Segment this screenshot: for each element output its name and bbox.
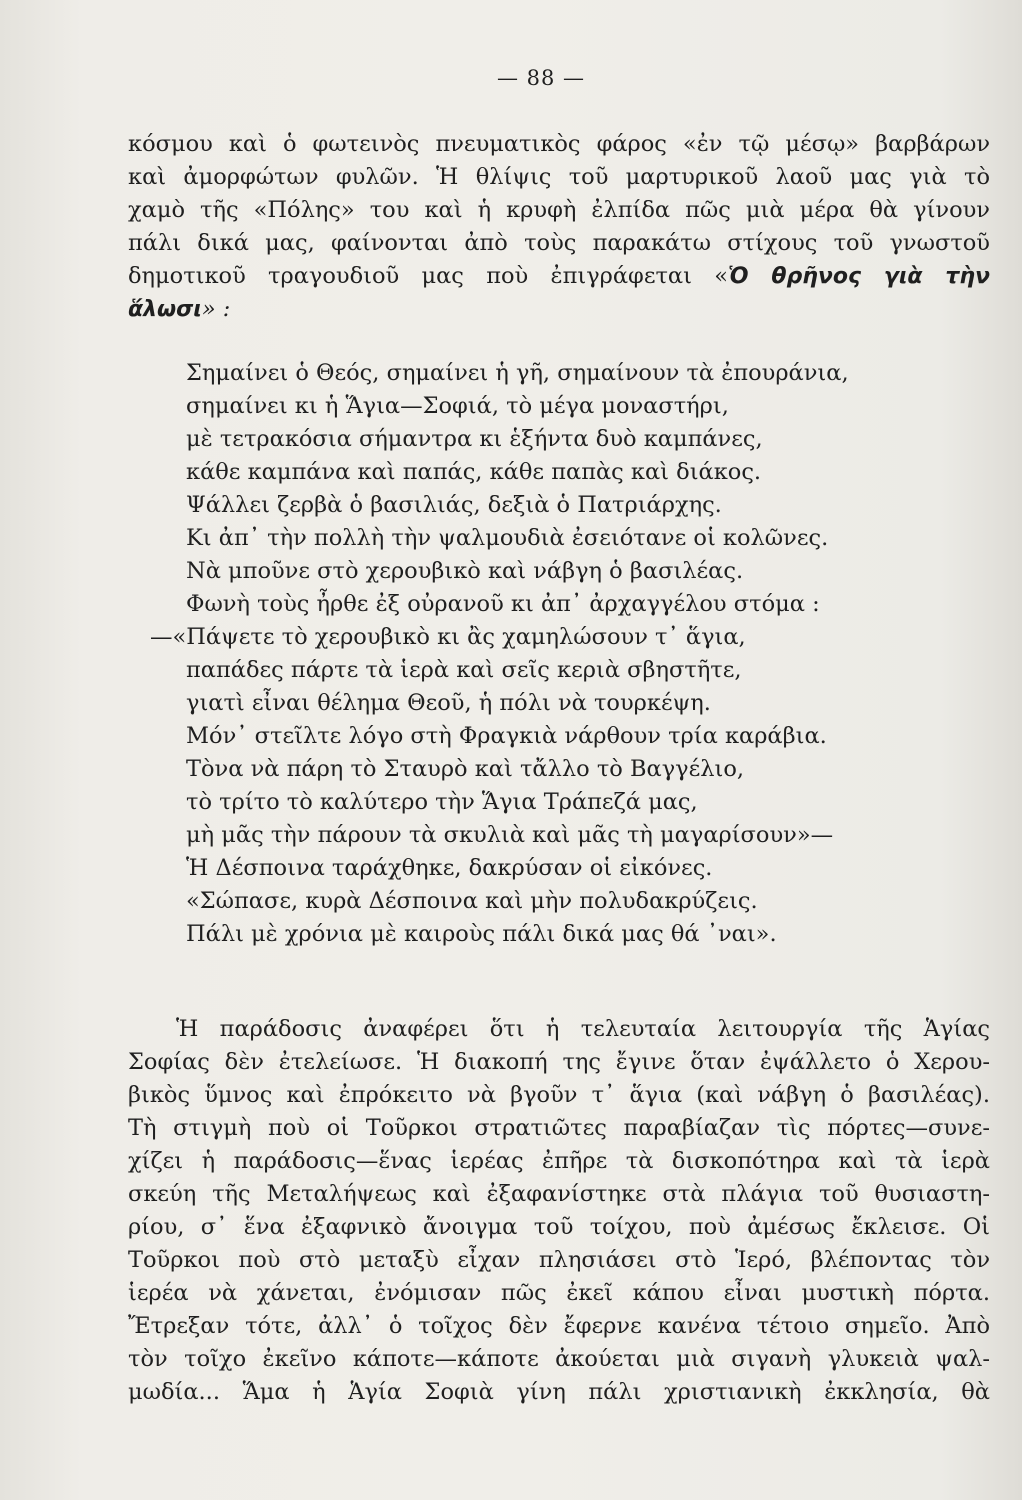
closing-line: ρίου, σ᾽ ἕνα ἐξαφνικὸ ἄνοιγμα τοῦ τοίχου, ποὺ ἀμέσως ἔκλεισε. Οἱ (128, 1214, 990, 1240)
poem-verse: μὴ μᾶς τὴν πάρουν τὰ σκυλιὰ καὶ μᾶς τὴ μαγαρίσουν»— (186, 822, 834, 848)
intro-line: κόσμου καὶ ὁ φωτεινὸς πνευματικὸς φάρος «ἐν τῷ μέσῳ» βαρβάρων (128, 131, 990, 157)
closing-line: Τὴ στιγμὴ ποὺ οἱ Τοῦρκοι στρατιῶτες παραβίαζαν τὶς πόρτες—συνε- (128, 1115, 990, 1141)
song-title-continued: ἅλωσι (128, 297, 202, 322)
poem-verse: τὸ τρίτο τὸ καλύτερο τὴν Ἅγια Τράπεζά μας, (186, 789, 698, 815)
song-title: Ὁ θρῆνος γιὰ τὴν (728, 264, 991, 289)
closing-line: μωδία... Ἅμα ἡ Ἁγία Σοφιὰ γίνη πάλι χριστιανικὴ ἐκκλησία, θὰ (128, 1379, 990, 1405)
poem-verse: Ψάλλει ζερβὰ ὁ βασιλιάς, δεξιὰ ὁ Πατριάρχης. (186, 492, 722, 518)
poem-verse: παπάδες πάρτε τὰ ἱερὰ καὶ σεῖς κεριὰ σβηστῆτε, (186, 657, 742, 683)
poem-verse: κάθε καμπάνα καὶ παπάς, κάθε παπὰς καὶ διάκος. (186, 459, 762, 485)
closing-line: Σοφίας δὲν ἐτελείωσε. Ἡ διακοπή της ἔγινε ὅταν ἐψάλλετο ὁ Χερου- (128, 1049, 990, 1075)
poem-verse: μὲ τετρακόσια σήμαντρα κι ἑξήντα δυὸ καμπάνες, (186, 426, 763, 452)
closing-line: βικὸς ὕμνος καὶ ἐπρόκειτο νὰ βγοῦν τ᾽ ἅγια (καὶ νάβγη ὁ βασιλέας). (128, 1082, 990, 1108)
intro-paragraph (128, 128, 990, 326)
closing-line: σκεύη τῆς Μεταλήψεως καὶ ἐξαφανίστηκε στὰ πλάγια τοῦ θυσιαστη- (128, 1181, 990, 1207)
poem-verse: Κι ἀπ᾽ τὴν πολλὴ τὴν ψαλμουδιὰ ἐσειότανε οἱ κολῶνες. (186, 525, 829, 551)
intro-line: καὶ ἀμορφώτων φυλῶν. Ἡ θλίψις τοῦ μαρτυρικοῦ λαοῦ μας γιὰ τὸ (128, 164, 990, 190)
intro-line-last (128, 293, 990, 326)
poem-verse: Φωνὴ τοὺς ἦρθε ἐξ οὐρανοῦ κι ἀπ᾽ ἀρχαγγέλου στόμα : (186, 591, 820, 617)
poem-verse: Νὰ μποῦνε στὸ χερουβικὸ καὶ νάβγη ὁ βασιλέας. (186, 558, 744, 584)
poem-verse: —«Πάψετε τὸ χερουβικὸ κι ἂς χαμηλώσουν τ᾽ ἅγια, (150, 624, 746, 650)
title-quote-close: » : (201, 296, 231, 322)
poem (0, 357, 1022, 951)
closing-line: Τοῦρκοι ποὺ στὸ μεταξὺ εἶχαν πλησιάσει στὸ Ἱερό, βλέποντας τὸν (128, 1247, 990, 1273)
intro-line-with-title (128, 260, 990, 293)
poem-verse: Πάλι μὲ χρόνια μὲ καιροὺς πάλι δικά μας θά ᾽ναι». (186, 921, 777, 947)
intro-line: δημοτικοῦ τραγουδιοῦ μας ποὺ ἐπιγράφεται (128, 263, 692, 289)
poem-verse: «Σώπασε, κυρὰ Δέσποινα καὶ μὴν πολυδακρύζεις. (186, 888, 758, 914)
title-quote-open: « (714, 263, 729, 289)
intro-line: χαμὸ τῆς «Πόλης» του καὶ ἡ κρυφὴ ἐλπίδα πῶς μιὰ μέρα θὰ γίνουν (128, 197, 990, 223)
closing-line: Ἡ παράδοσις ἀναφέρει ὅτι ἡ τελευταία λειτουργία τῆς Ἁγίας (176, 1016, 990, 1042)
poem-verse: Μόν᾽ στεῖλτε λόγο στὴ Φραγκιὰ νάρθουν τρία καράβια. (186, 723, 827, 749)
poem-verse: σημαίνει κι ἡ Ἅγια—Σοφιά, τὸ μέγα μοναστήρι, (186, 393, 729, 419)
closing-line: Ἔτρεξαν τότε, ἀλλ᾽ ὁ τοῖχος δὲν ἔφερνε κανένα τέτοιο σημεῖο. Ἀπὸ (128, 1313, 990, 1339)
closing-line: ἱερέα νὰ χάνεται, ἐνόμισαν πῶς ἐκεῖ κάπου εἶναι μυστικὴ πόρτα. (128, 1280, 990, 1306)
closing-line: χίζει ἡ παράδοσις—ἕνας ἱερέας ἐπῆρε τὰ δισκοπότηρα καὶ τὰ ἱερὰ (128, 1148, 990, 1174)
poem-verse: Τὸνα νὰ πάρη τὸ Σταυρὸ καὶ τἄλλο τὸ Βαγγέλιο, (186, 756, 745, 782)
closing-line: τὸν τοῖχο ἐκεῖνο κάποτε—κάποτε ἀκούεται μιὰ σιγανὴ γλυκειὰ ψαλ- (128, 1346, 990, 1372)
page-number: — 88 — (496, 66, 586, 90)
poem-verse: Σημαίνει ὁ Θεός, σημαίνει ἡ γῆ, σημαίνουν τὰ ἐπουράνια, (186, 360, 849, 386)
intro-line: πάλι δικά μας, φαίνονται ἀπὸ τοὺς παρακάτω στίχους τοῦ γνωστοῦ (128, 230, 990, 256)
poem-verse: γιατὶ εἶναι θέλημα Θεοῦ, ἡ πόλι νὰ τουρκέψη. (186, 690, 711, 716)
closing-paragraph (128, 1013, 990, 1409)
poem-verse: Ἡ Δέσποινα ταράχθηκε, δακρύσαν οἱ εἰκόνες. (186, 855, 713, 881)
